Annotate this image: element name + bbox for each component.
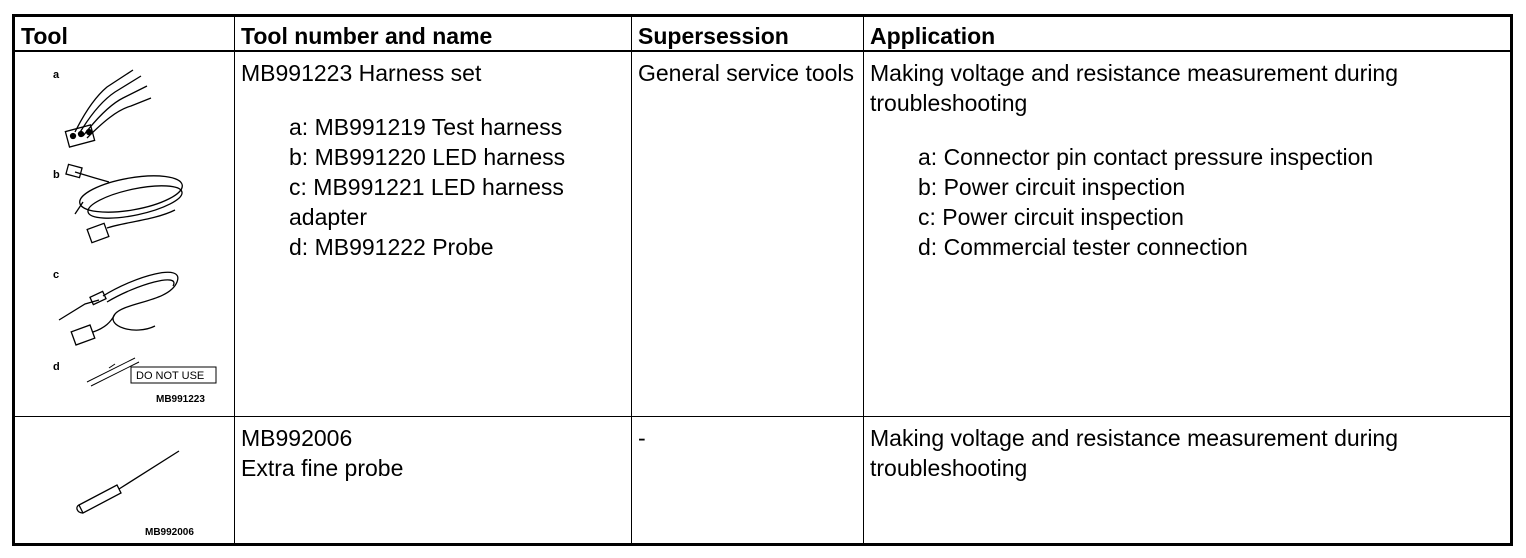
extra-fine-probe-drawing — [77, 451, 179, 513]
list-item: b: Power circuit inspection — [918, 174, 1186, 200]
tool-illustration-cell — [14, 416, 235, 544]
figure-label-b: b — [53, 169, 60, 181]
test-harness-drawing — [65, 70, 151, 147]
application-text: Making voltage and resistance measurement during troubleshooting — [870, 424, 1399, 481]
harness-set-illustration — [15, 52, 236, 417]
figure-code: MB992006 — [145, 526, 194, 538]
tool-name: Extra fine probe — [241, 454, 404, 481]
header-tool: Tool — [14, 16, 235, 52]
tool-name: MB991223 Harness set — [241, 60, 482, 86]
list-item: b: MB991220 LED harness — [289, 144, 566, 170]
tool-number-name-cell — [235, 51, 632, 416]
led-harness-adapter-drawing — [59, 272, 178, 345]
header-tool-number-name: Tool number and name — [235, 16, 632, 52]
figure-label-c: c — [53, 269, 60, 281]
list-item: c: MB991221 LED harness adapter — [289, 174, 564, 230]
extra-fine-probe-illustration — [15, 417, 236, 545]
list-item: a: MB991219 Test harness — [289, 114, 563, 140]
led-harness-drawing — [66, 164, 185, 242]
table-row — [14, 51, 1512, 416]
application-cell — [864, 416, 1512, 544]
application-cell — [864, 51, 1512, 416]
component-list — [241, 112, 625, 262]
supersession-text: - — [638, 424, 646, 451]
table-row — [14, 416, 1512, 544]
do-not-use-label: DO NOT USE — [136, 370, 205, 382]
figure-label-a: a — [53, 69, 60, 81]
header-supersession: Supersession — [632, 16, 864, 52]
tool-illustration-cell — [14, 51, 235, 416]
header-application: Application — [864, 16, 1512, 52]
supersession-cell — [632, 51, 864, 416]
list-item: d: MB991222 Probe — [289, 234, 494, 260]
tool-number: MB992006 — [241, 424, 353, 451]
supersession-text: General service tools — [638, 60, 855, 86]
application-text: Making voltage and resistance measurement during troubleshooting — [870, 60, 1399, 116]
list-item: a: Connector pin contact pressure inspection — [918, 144, 1374, 170]
figure-code: MB991223 — [156, 394, 205, 405]
tool-number-name-cell — [235, 416, 632, 544]
list-item: d: Commercial tester connection — [918, 234, 1248, 260]
special-tools-table — [12, 14, 1513, 546]
header-row — [14, 16, 1512, 52]
supersession-cell — [632, 416, 864, 544]
application-list — [870, 142, 1504, 262]
list-item: c: Power circuit inspection — [918, 204, 1184, 230]
figure-label-d: d — [53, 361, 60, 373]
